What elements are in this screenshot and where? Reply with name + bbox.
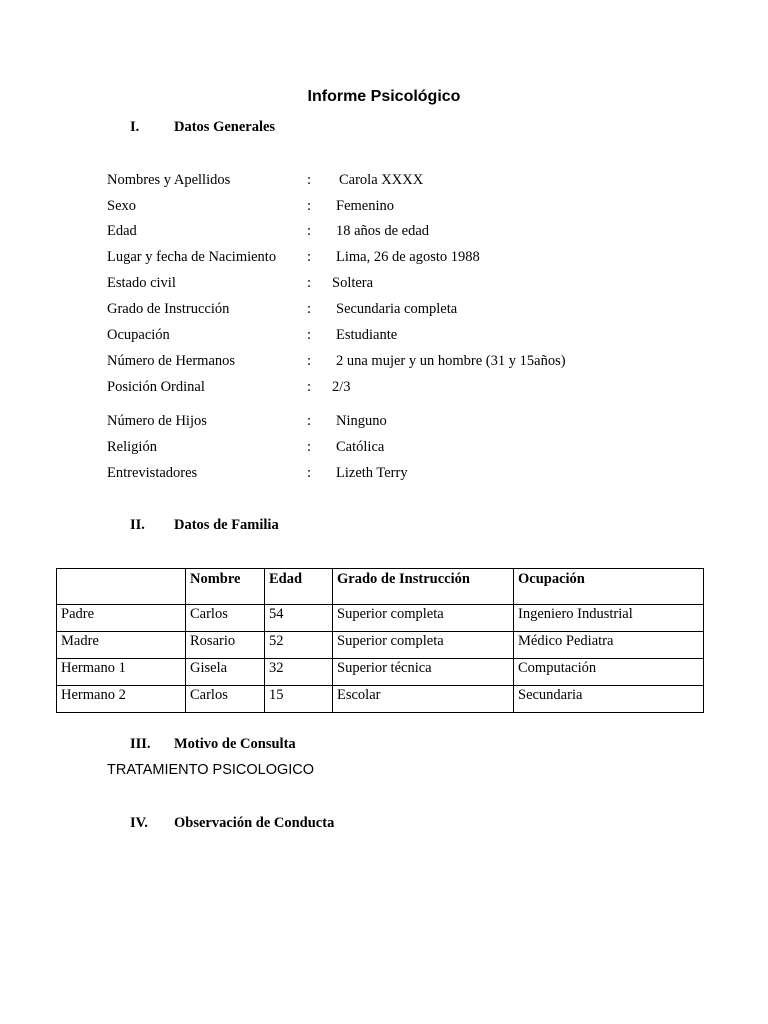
field-value: Carola XXXX <box>339 172 424 188</box>
field-label: Estado civil <box>107 275 176 291</box>
field-colon: : <box>307 223 312 239</box>
table-cell: Superior completa <box>333 605 514 632</box>
table-row <box>57 605 704 632</box>
field-value: Lizeth Terry <box>336 465 408 481</box>
table-header-cell: Ocupación <box>514 569 704 605</box>
general-data-row <box>107 439 667 459</box>
field-colon: : <box>307 301 312 317</box>
field-label: Entrevistadores <box>107 465 198 481</box>
field-value: Ninguno <box>336 413 387 429</box>
field-colon: : <box>307 413 312 429</box>
section-number: III. <box>130 736 151 752</box>
table-cell: Escolar <box>333 686 514 713</box>
field-value: Lima, 26 de agosto 1988 <box>336 249 480 265</box>
field-value: Soltera <box>332 275 374 291</box>
field-label: Religión <box>107 439 157 455</box>
section-title: Motivo de Consulta <box>174 736 296 752</box>
field-label: Número de Hijos <box>107 413 207 429</box>
field-label: Grado de Instrucción <box>107 301 230 317</box>
table-header-cell: Edad <box>265 569 333 605</box>
table-row <box>57 632 704 659</box>
table-cell: 32 <box>265 659 333 686</box>
table-cell: Carlos <box>186 686 265 713</box>
motivo-consulta-text: TRATAMIENTO PSICOLOGICO <box>107 762 315 778</box>
section-heading-datos-generales <box>130 119 275 136</box>
section-number: IV. <box>130 815 148 831</box>
general-data-row <box>107 327 667 347</box>
section-heading-observacion-de-conducta <box>130 815 334 832</box>
document-title: Informe Psicológico <box>307 88 461 105</box>
family-table <box>56 568 704 713</box>
field-colon: : <box>307 379 312 395</box>
field-value: Femenino <box>336 198 394 214</box>
table-header-cell <box>57 569 186 605</box>
table-cell: Madre <box>57 632 186 659</box>
field-value: Estudiante <box>336 327 398 343</box>
general-data-row <box>107 275 667 295</box>
field-value: Secundaria completa <box>336 301 458 317</box>
field-colon: : <box>307 249 312 265</box>
field-label: Número de Hermanos <box>107 353 236 369</box>
general-data-row <box>107 249 667 269</box>
table-cell: Superior completa <box>333 632 514 659</box>
field-value: 18 años de edad <box>336 223 430 239</box>
table-cell: Computación <box>514 659 704 686</box>
table-cell: Superior técnica <box>333 659 514 686</box>
field-label: Edad <box>107 223 137 239</box>
table-header-row <box>57 569 704 605</box>
table-cell: Secundaria <box>514 686 704 713</box>
general-data-row <box>107 198 667 218</box>
field-value: 2/3 <box>332 379 351 395</box>
field-colon: : <box>307 327 312 343</box>
table-header-cell: Nombre <box>186 569 265 605</box>
section-title: Observación de Conducta <box>174 815 335 831</box>
field-label: Nombres y Apellidos <box>107 172 231 188</box>
table-cell: Médico Pediatra <box>514 632 704 659</box>
table-cell: Hermano 2 <box>57 686 186 713</box>
general-data-row <box>107 413 667 433</box>
general-data-row <box>107 172 667 192</box>
field-label: Posición Ordinal <box>107 379 205 395</box>
table-cell: 54 <box>265 605 333 632</box>
table-cell: Hermano 1 <box>57 659 186 686</box>
table-cell: Gisela <box>186 659 265 686</box>
field-colon: : <box>307 198 312 214</box>
general-data-row <box>107 465 667 485</box>
section-heading-datos-de-familia <box>130 517 279 534</box>
table-cell: Carlos <box>186 605 265 632</box>
section-number: I. <box>130 119 140 135</box>
table-cell: 15 <box>265 686 333 713</box>
section-title: Datos de Familia <box>174 517 279 533</box>
table-cell: Padre <box>57 605 186 632</box>
field-colon: : <box>307 439 312 455</box>
field-colon: : <box>307 275 312 291</box>
table-header-cell: Grado de Instrucción <box>333 569 514 605</box>
field-colon: : <box>307 353 312 369</box>
general-data-row <box>107 301 667 321</box>
section-heading-motivo-de-consulta <box>130 736 296 753</box>
field-label: Lugar y fecha de Nacimiento <box>107 249 277 265</box>
table-cell: 52 <box>265 632 333 659</box>
general-data-row <box>107 353 667 373</box>
table-cell: Rosario <box>186 632 265 659</box>
field-colon: : <box>307 172 312 188</box>
table-cell: Ingeniero Industrial <box>514 605 704 632</box>
general-data-row <box>107 223 667 243</box>
table-row <box>57 686 704 713</box>
field-label: Sexo <box>107 198 136 214</box>
table-row <box>57 659 704 686</box>
field-value: Católica <box>336 439 385 455</box>
section-number: II. <box>130 517 145 533</box>
general-data-row <box>107 379 667 399</box>
field-colon: : <box>307 465 312 481</box>
section-title: Datos Generales <box>174 119 276 135</box>
field-value: 2 una mujer y un hombre (31 y 15años) <box>336 353 566 369</box>
field-label: Ocupación <box>107 327 170 343</box>
